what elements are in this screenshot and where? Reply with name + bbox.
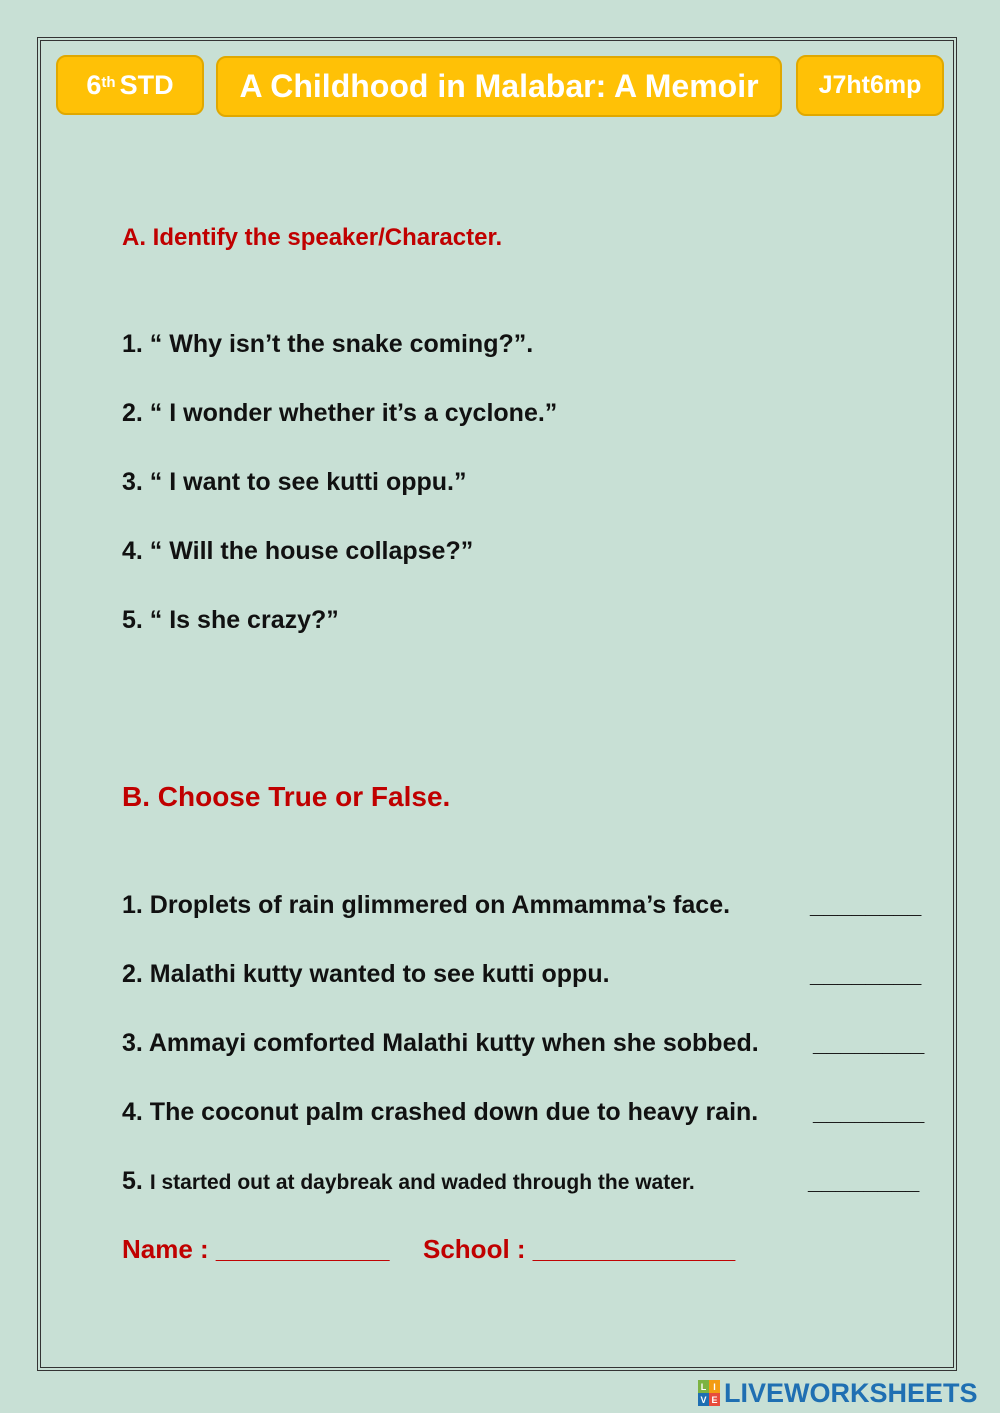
liveworksheets-logo [698,1378,978,1408]
grade-badge [56,55,204,115]
true-false-statement-1: 1. Droplets of rain glimmered on Ammamma’s face. [122,891,731,919]
speaker-question-3: 3. “ I want to see kutti oppu.” [122,468,467,496]
grade-suffix: th [101,73,116,91]
school-field[interactable]: School : ______________ [423,1234,736,1264]
logo-letter-l: L [698,1380,709,1393]
grade-label: STD [119,69,174,100]
answer-blank-5[interactable]: ________ [808,1167,920,1195]
name-field[interactable]: Name : ____________ [122,1234,390,1264]
logo-mark-icon [698,1380,720,1406]
worksheet-title: A Childhood in Malabar: A Memoir [216,56,782,117]
true-false-statement-2: 2. Malathi kutty wanted to see kutti oppu. [122,960,610,988]
logo-letter-v: V [698,1393,709,1406]
logo-letter-i: I [709,1380,720,1393]
grade-number: 6 [86,69,102,100]
section-a-heading: A. Identify the speaker/Character. [122,224,503,251]
true-false-statement-5 [122,1167,695,1196]
statement-5-text: I started out at daybreak and waded through the water. [149,1171,695,1194]
true-false-statement-3: 3. Ammayi comforted Malathi kutty when she sobbed. [122,1029,759,1057]
answer-blank-2[interactable]: ________ [810,960,922,988]
true-false-statement-4: 4. The coconut palm crashed down due to heavy rain. [122,1098,759,1126]
speaker-question-5: 5. “ Is she crazy?” [122,606,339,634]
logo-text: LIVEWORKSHEETS [724,1377,978,1408]
worksheet-code: J7ht6mp [796,55,944,116]
speaker-question-4: 4. “ Will the house collapse?” [122,537,474,565]
speaker-question-1: 1. “ Why isn’t the snake coming?”. [122,330,534,358]
answer-blank-3[interactable]: ________ [813,1029,925,1057]
answer-blank-1[interactable]: ________ [810,891,922,919]
statement-5-number: 5. [122,1167,143,1195]
answer-blank-4[interactable]: ________ [813,1098,925,1126]
speaker-question-2: 2. “ I wonder whether it’s a cyclone.” [122,399,558,427]
logo-letter-e: E [709,1393,720,1406]
section-b-heading: B. Choose True or False. [122,781,451,812]
